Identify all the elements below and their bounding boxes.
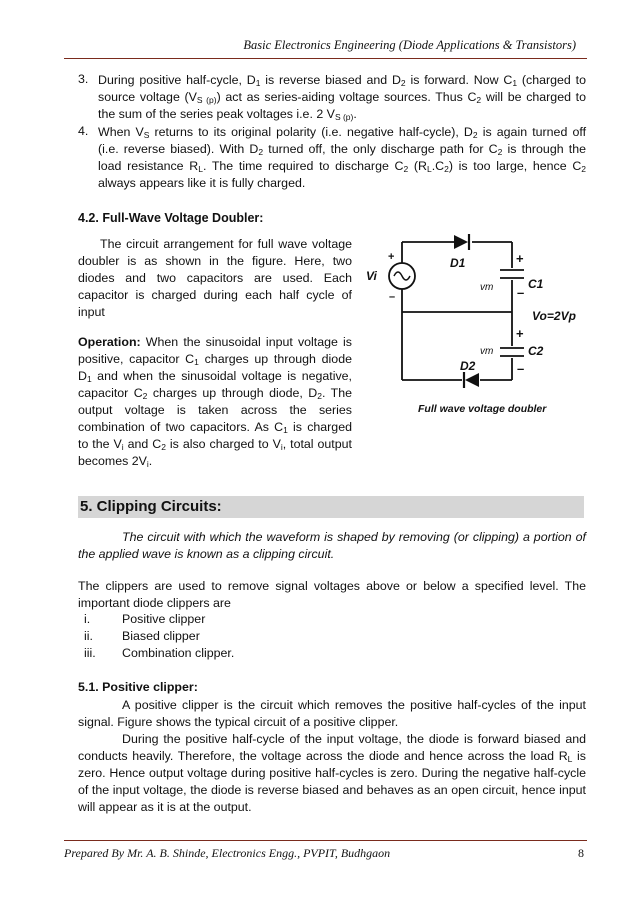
svg-text:–: – — [389, 291, 396, 303]
positive-clipper-p1: A positive clipper is the circuit which removes the positive half-cycles of the input signal. Figure shows the typical circuit of a positive clipper. — [78, 698, 586, 729]
section-heading-5: 5. Clipping Circuits: — [78, 496, 584, 518]
page-number: 8 — [578, 846, 584, 860]
list-item-3: 3. During positive half-cycle, $D_1$ is reverse biased and $D_2$ is forward. Now $C_1$ (charged to source voltage $(V_{S (p)})$ act as series-aiding voltage sources. Thus $C_2$ will be charged to the sum of the series peak voltages i.e. 2 $V_{S (p)}$. — [78, 72, 586, 122]
label-c1: C1 — [528, 277, 544, 291]
fwvd-operation: Operation: When the sinusoidal input voltage is positive, capacitor $C_1$ charges up through diode $D_1$ and when the sinusoidal voltage is negative, capacitor $C_2$ charges up through diode, $D_2$. The output voltage is taken across the series combination of two capacitors. As $C_1$ is charged to the $V_i$ and $C_2$ is also charged to $V_i$, total output becomes $2V_i$. — [78, 335, 353, 469]
page-header: Basic Electronics Engineering (Diode Applications & Transistors) — [243, 38, 576, 52]
diode-d2-icon — [465, 373, 479, 387]
svg-text:–: – — [517, 285, 525, 300]
footer-text: Prepared By Mr. A. B. Shinde, Electronics Engg., PVPIT, Budhgaon — [64, 846, 391, 860]
item-number: 4. — [78, 124, 89, 138]
svg-text:+: + — [516, 251, 524, 266]
section-heading-5-1: 5.1. Positive clipper: — [78, 680, 198, 694]
item-number: 3. — [78, 72, 89, 86]
label-d1: D1 — [450, 256, 466, 270]
footer-rule — [64, 840, 587, 841]
svg-text:+: + — [388, 251, 395, 263]
header-rule — [64, 58, 587, 59]
page-footer — [64, 846, 584, 861]
label-vm-2: vm — [480, 346, 494, 357]
diode-d1-icon — [454, 235, 468, 249]
voltage-doubler-circuit-diagram — [362, 230, 588, 420]
svg-text:–: – — [517, 361, 525, 376]
positive-clipper-p2: During the positive half-cycle of the input voltage, the diode is forward biased and conducts heavily. Therefore, the voltage across the diode and hence across the load $R_L$ is zero. Hence output voltage during positive half-cycles is zero. During the negative half-cycle of the input voltage, the diode is reverse biased and behaves as an open circuit, hence input will appear as it is at the output. — [78, 732, 586, 814]
clipper-intro: The clippers are used to remove signal voltages above or below a specified level. The important diode clippers are — [78, 579, 586, 610]
clipper-definition: The circuit with which the waveform is shaped by removing (or clipping) a portion of the applied wave is known as a clipping circuit. — [78, 530, 586, 561]
label-vi: Vi — [366, 269, 377, 283]
fwvd-intro: The circuit arrangement for full wave voltage doubler is as shown in the figure. Here, two diodes and two capacitors are used. Each capacitor is charged during each half cycle of input — [78, 237, 352, 319]
svg-text:+: + — [516, 326, 524, 341]
label-vm-1: vm — [480, 282, 494, 293]
list-item-4: 4. When $V_S$ returns to its original polarity (i.e. negative half-cycle), $D_2$ is again turned off (i.e. reverse biased). With $D_2$ turned off, the only discharge path for $C_2$ is through the load resistance $R_L$. The time required to discharge $C_2$ $(R_L.C_2)$ is too large, hence $C_2$ always appears like it is fully charged. — [78, 124, 587, 190]
section-heading-4-2: 4.2. Full-Wave Voltage Doubler: — [78, 211, 264, 225]
figure-caption: Full wave voltage doubler — [418, 403, 547, 415]
label-d2: D2 — [460, 359, 476, 373]
label-vo: Vo=2Vp — [532, 309, 576, 323]
label-c2: C2 — [528, 344, 544, 358]
